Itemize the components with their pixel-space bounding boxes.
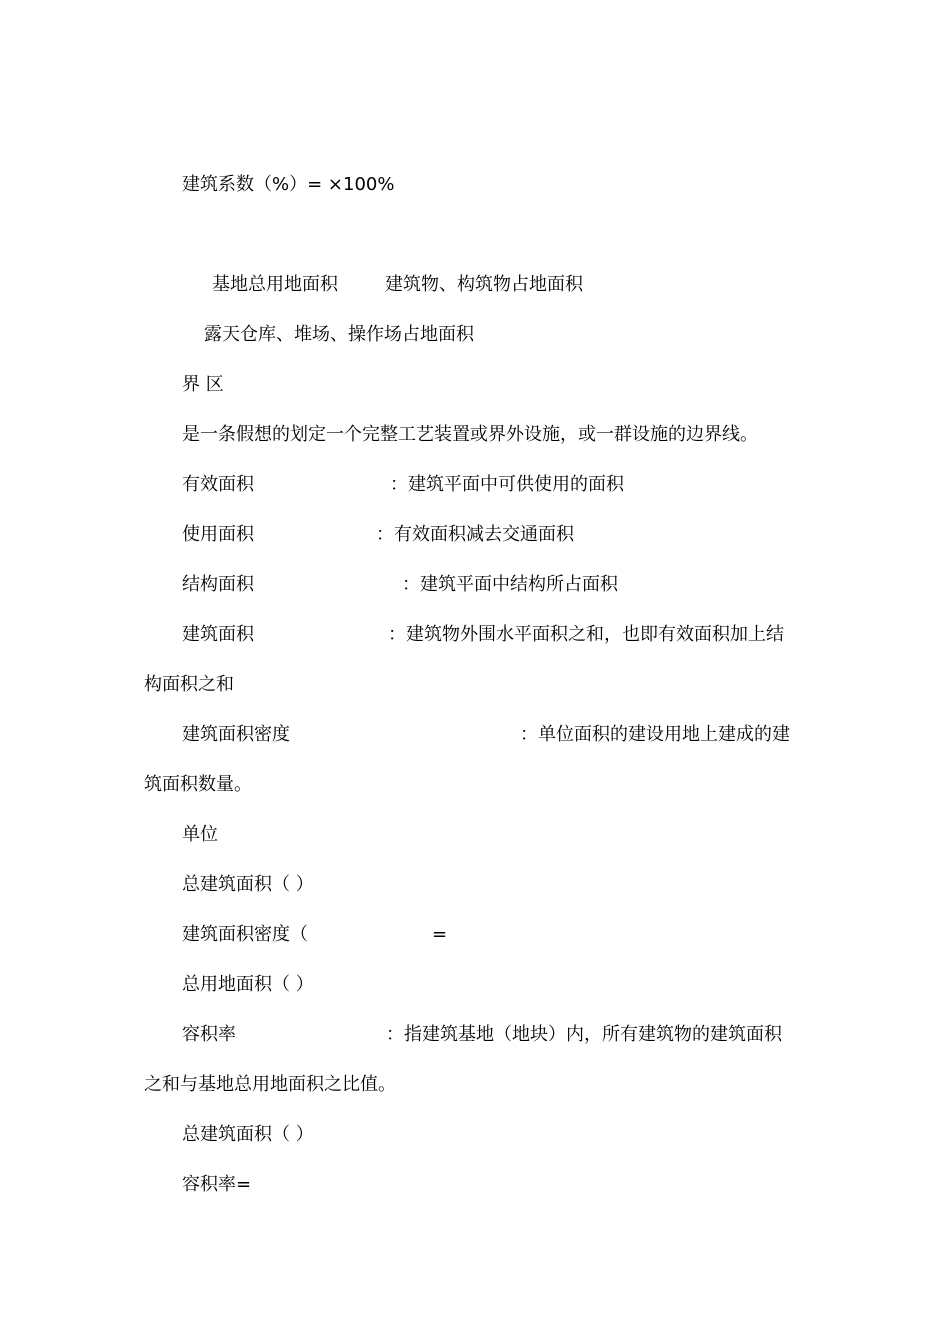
def-far-cont: 之和与基地总用地面积之比值。 [144, 1074, 396, 1095]
term-floor-area: 建筑面积 [182, 624, 254, 645]
def-density: ：单位面积的建设用地上建成的建 [520, 724, 790, 745]
total-site-area: 总用地面积（ ） [182, 974, 314, 995]
unit-label: 单位 [182, 824, 218, 845]
term-structural-area: 结构面积 [182, 574, 254, 595]
label-site-area: 基地总用地面积 [212, 274, 338, 295]
term-density: 建筑面积密度 [182, 724, 290, 745]
total-floor-area-2: 总建筑面积（ ） [182, 1124, 314, 1145]
boundary-definition: 是一条假想的划定一个完整工艺装置或界外设施，或一群设施的边界线。 [182, 424, 758, 445]
def-effective-area: ：建筑平面中可供使用的面积 [390, 474, 624, 495]
density-formula: 建筑面积密度（ [182, 924, 308, 945]
label-building-footprint: 建筑物、构筑物占地面积 [385, 274, 583, 295]
def-usable-area: ：有效面积减去交通面积 [376, 524, 574, 545]
def-density-cont: 筑面积数量。 [144, 774, 252, 795]
density-equals: = [432, 924, 448, 945]
formula-coverage: 建筑系数（%）= ×100% [182, 174, 395, 195]
far-formula: 容积率= [182, 1174, 252, 1195]
def-floor-area-cont: 构面积之和 [144, 674, 234, 695]
def-structural-area: ：建筑平面中结构所占面积 [402, 574, 618, 595]
label-open-storage: 露天仓库、堆场、操作场占地面积 [204, 324, 474, 345]
def-floor-area: ：建筑物外围水平面积之和，也即有效面积加上结 [388, 624, 784, 645]
def-far: ：指建筑基地（地块）内，所有建筑物的建筑面积 [386, 1024, 782, 1045]
total-floor-area-1: 总建筑面积（ ） [182, 874, 314, 895]
term-far: 容积率 [182, 1024, 236, 1045]
term-effective-area: 有效面积 [182, 474, 254, 495]
term-usable-area: 使用面积 [182, 524, 254, 545]
heading-boundary: 界 区 [182, 374, 224, 395]
